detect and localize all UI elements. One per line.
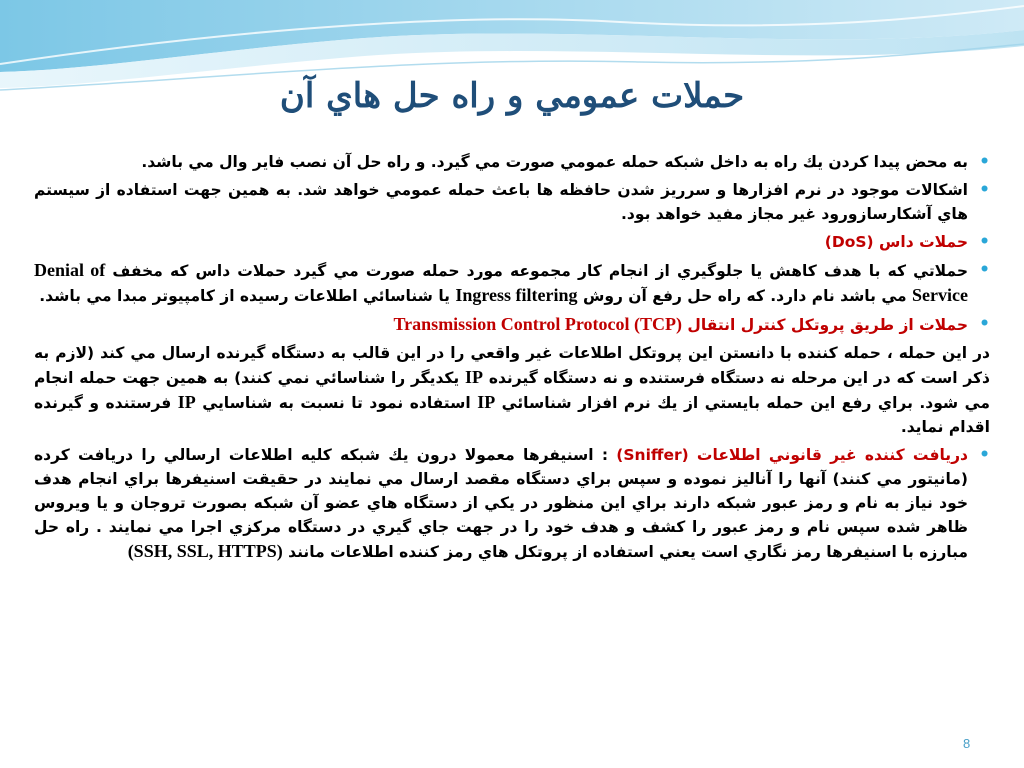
bullet-sniffer: [34, 443, 990, 564]
bullet-text: به محض پيدا كردن يك راه به داخل شبكه حمله عمومي صورت مي گيرد. و راه حل آن نصب فاير وال مي باشد.: [141, 153, 968, 171]
bullet-software-bugs: [34, 178, 990, 226]
text-segment: يا شناسائي اطلاعات رسيده از كامپيوتر مبدا مي باشد.: [39, 287, 450, 305]
bullet-dos-description: [34, 258, 990, 308]
paragraph-tcp-description: [34, 341, 990, 439]
page-number: 8: [963, 736, 971, 751]
text-segment: مي باشد نام دارد. كه راه حل رفع آن روش: [582, 287, 907, 305]
term-ip: IP: [177, 392, 196, 412]
heading-text: حملات داس (DoS): [824, 233, 968, 251]
bullet-tcp-heading: [34, 312, 990, 337]
sniffer-heading: دريافت كننده غير قانوني اطلاعات (Sniffer): [616, 446, 968, 464]
text-segment: اسنيفرها معمولا درون يك شبكه كليه اطلاعات ارسالي را دريافت كرده (مانيتور مي كنند) آنها را آناليز نموده و سپس براي دستگاه مقصد ارسال مي نمايند در حقيقت اسنيفرها براي انجام هدف خود نياز به نام و رمز عبور شبكه دارند براي اين منظور در يكي از دستگاه هاي عضو آن شبكه بصورت تروجان و يا ويروس ظاهر شده سپس نام و رمز عبور را كشف و هدف خود را در جهت جاي گيري در دستگاه مركزي اجرا مي نمايند . راه حل مبارزه با اسنيفرها رمز نگاري است يعني استفاده از پروتكل هاي رمز كننده اطلاعات مانند: [34, 446, 968, 561]
term-denial-of-service: Denial of Service: [34, 260, 968, 305]
heading-text: حملات از طريق پروتكل كنترل انتقال: [687, 316, 968, 334]
term-protocols: (SSH, SSL, HTTPS): [127, 541, 283, 561]
bullet-dos-heading: [34, 230, 990, 254]
bullet-firewall: [34, 150, 990, 174]
slide-title: حملات عمومي و راه حل هاي آن: [279, 76, 745, 116]
term-ip: IP: [477, 392, 496, 412]
slide-body: [34, 150, 990, 568]
term-ingress-filtering: Ingress filtering: [455, 285, 578, 305]
text-segment: حملاتي كه با هدف كاهش يا جلوگيري از انجام كار مجموعه مورد حمله صورت مي گيرد حملات داس كه مخفف: [112, 262, 968, 280]
term-ip: IP: [465, 367, 484, 387]
term-tcp: Transmission Control Protocol (TCP): [393, 314, 683, 334]
text-segment: يكديگر را شناسائي نمي كنند) به همين جهت حمله انجام مي شود. براي رفع اين حمله بايستي از يك نرم افزار شناسائي: [34, 369, 990, 412]
text-segment: فرستنده و گيرنده اقدام نمايد.: [34, 394, 990, 436]
text-segment: در اين حمله ، حمله كننده با دانستن اين پروتكل اطلاعات غير واقعي را در اين قالب به دستگاه گيرنده ارسال مي كند (لازم به ذكر است كه در اين مرحله نه دستگاه فرستنده و نه دستگاه گيرنده: [34, 344, 990, 387]
bullet-text: اشكالات موجود در نرم افزارها و سرريز شدن حافظه ها باعث حمله عمومي خواهد شد. به همين جهت استفاده از سيستم هاي آشكارسازورود غير مجاز مفيد خواهد بود.: [34, 181, 968, 223]
colon: :: [601, 446, 609, 464]
text-segment: استفاده نمود تا نسبت به شناسايي: [202, 394, 471, 412]
